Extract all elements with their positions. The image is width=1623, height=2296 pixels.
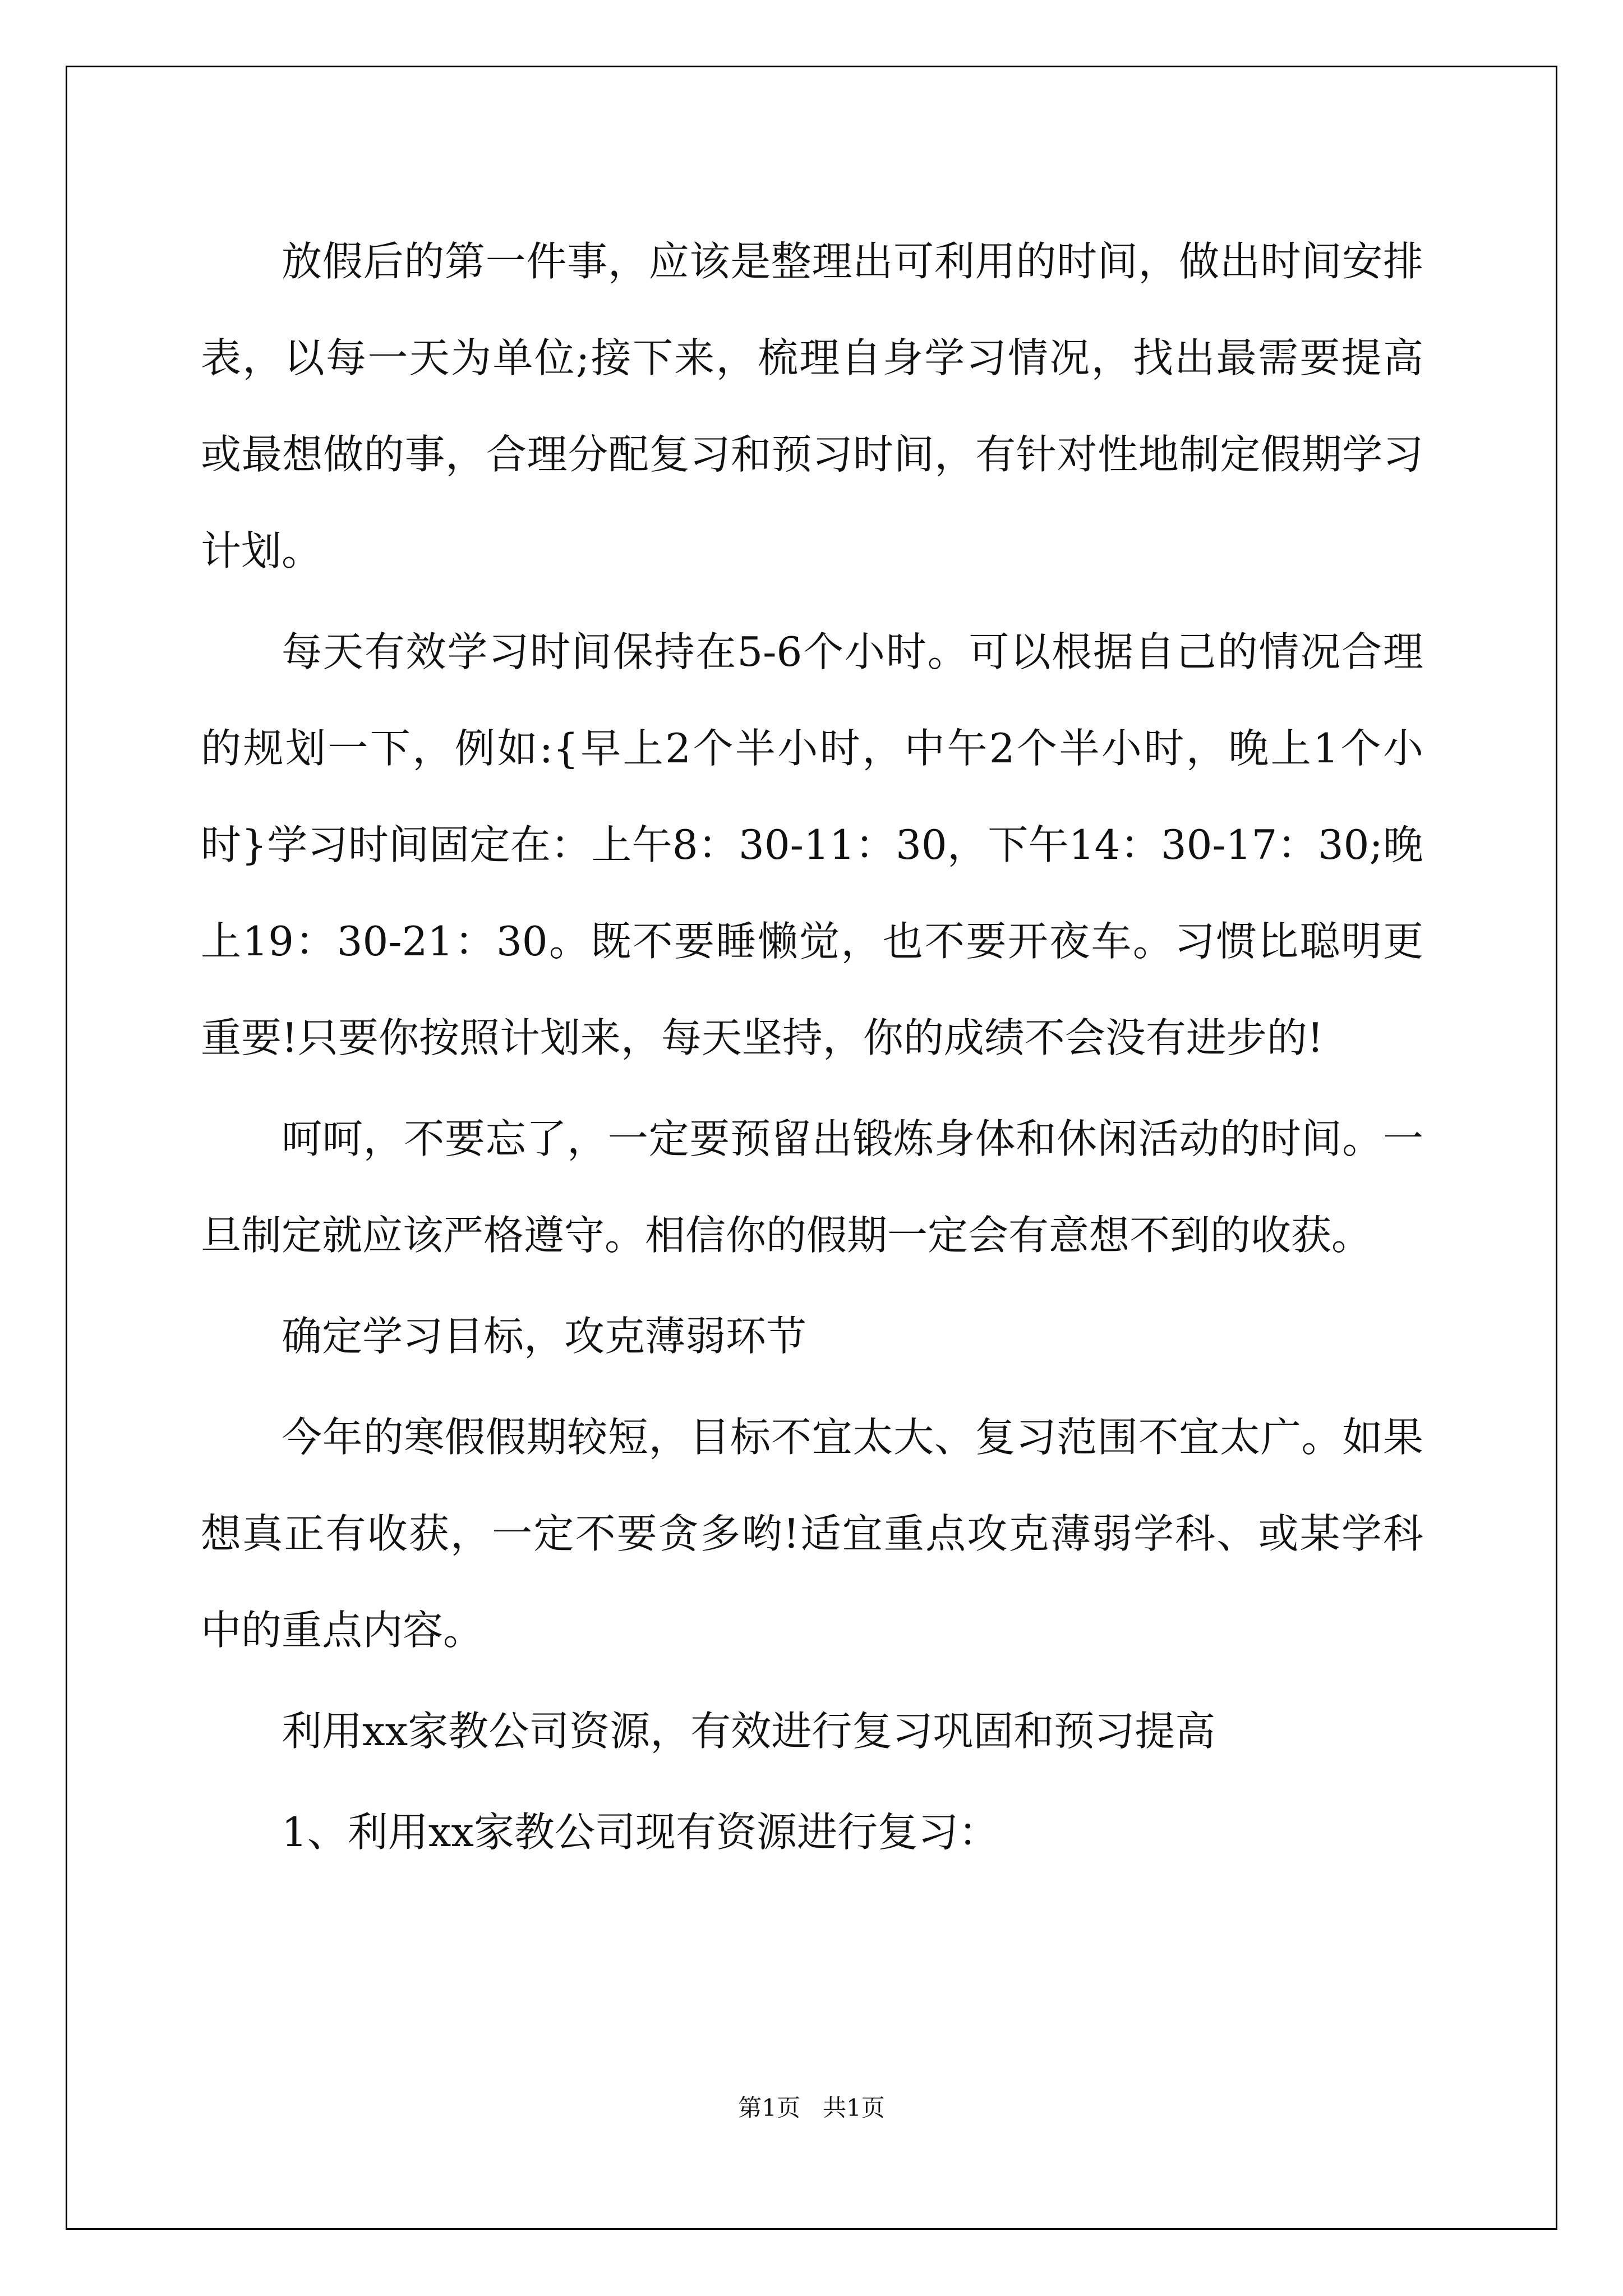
paragraph-6-heading: 利用xx家教公司资源，有效进行复习巩固和预习提高 bbox=[282, 1708, 1216, 1755]
paragraph-7: 1、利用xx家教公司现有资源进行复习： bbox=[282, 1809, 999, 1856]
paragraph-4-heading: 确定学习目标，攻克薄弱环节 bbox=[282, 1313, 807, 1360]
document-body bbox=[201, 213, 1423, 1880]
paragraph-1: 放假后的第一件事，应该是整理出可利用的时间，做出时间安排表，以每一天为单位;接下来，梳理自身学习情况，找出最需要提高或最想做的事，合理分配复习和预习时间，有针对性地制定假期学习计划。 bbox=[201, 238, 1423, 574]
paragraph-2: 每天有效学习时间保持在5-6个小时。可以根据自己的情况合理的规划一下，例如:{早上2个半小时，中午2个半小时，晚上1个小时}学习时间固定在：上午8：30-11：30，下午14：30-17：30;晚上19：30-21：30。既不要睡懒觉，也不要开夜车。习惯比聪明更重要!只要你按照计划来，每天坚持，你的成绩不会没有进步的! bbox=[201, 628, 1423, 1061]
paragraph-3: 呵呵，不要忘了，一定要预留出锻炼身体和休闲活动的时间。一旦制定就应该严格遵守。相信你的假期一定会有意想不到的收获。 bbox=[201, 1115, 1423, 1259]
paragraph-5: 今年的寒假假期较短，目标不宜太大、复习范围不宜太广。如果想真正有收获，一定不要贪多哟!适宜重点攻克薄弱学科、或某学科中的重点内容。 bbox=[201, 1414, 1423, 1654]
page-number-footer: 第1页 共1页 bbox=[738, 2094, 885, 2122]
